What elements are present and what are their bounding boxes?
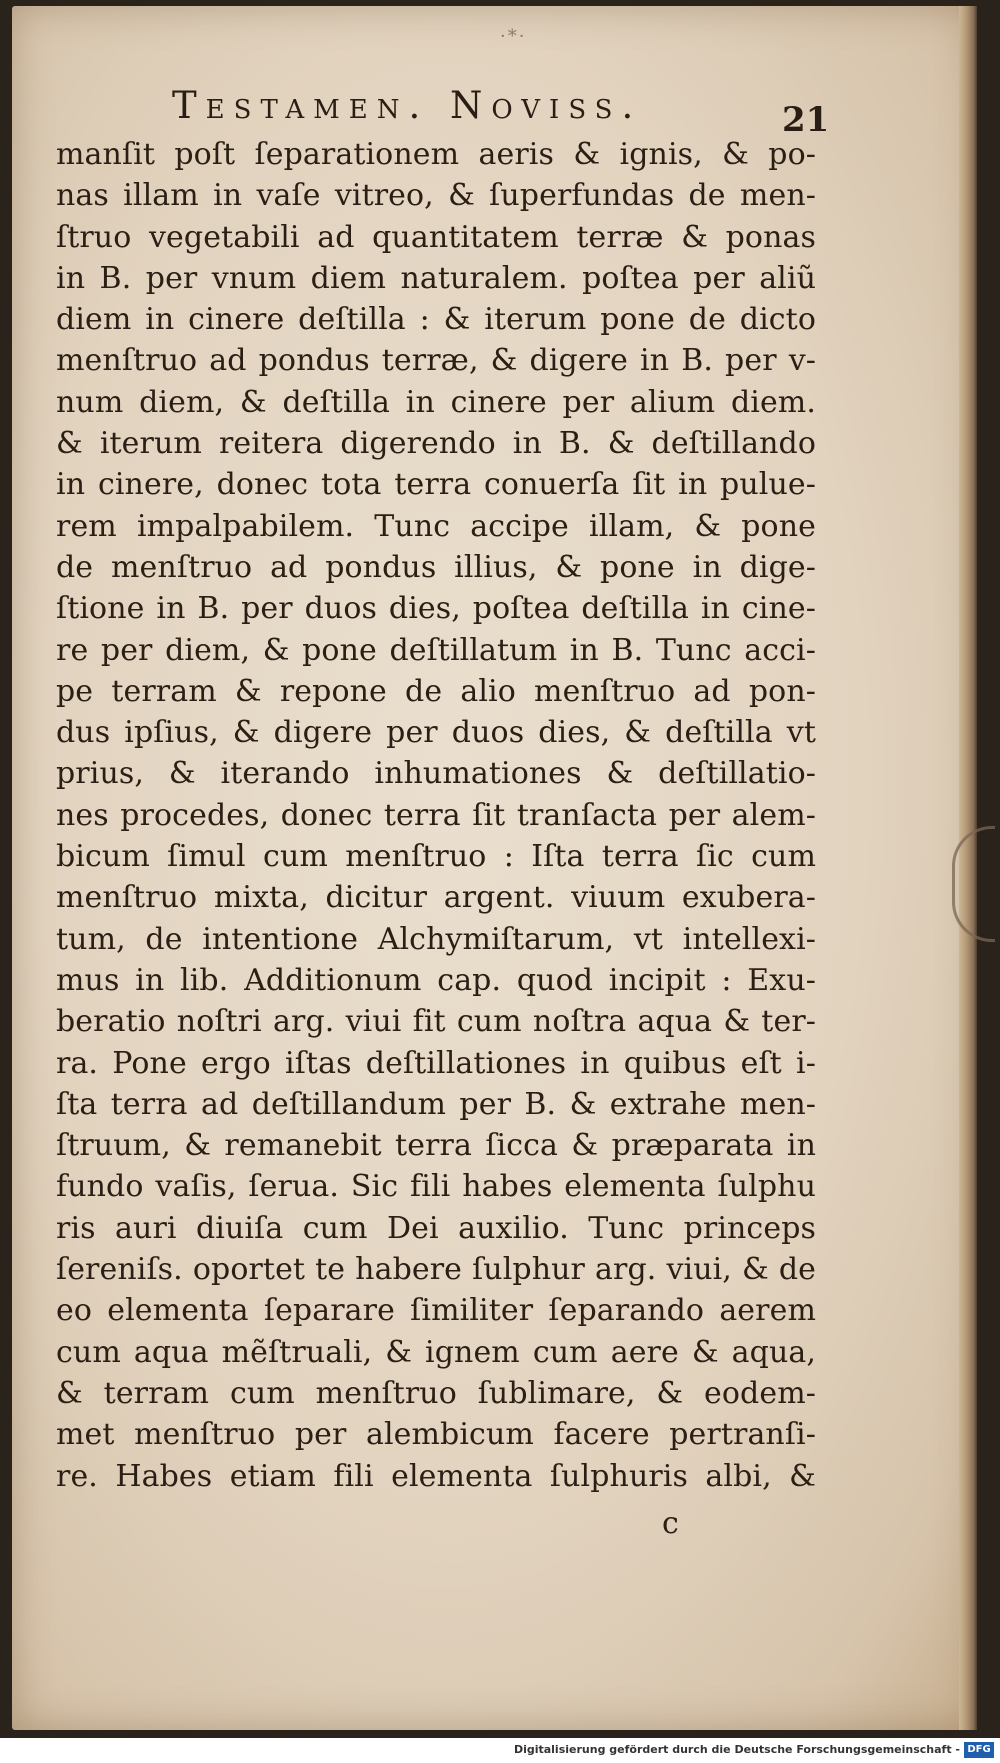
- text-line: pe terram & repone de alio menſtruo ad pon-: [56, 673, 816, 709]
- text-line: eo elementa ſeparare ſimiliter ſeparando aerem: [56, 1293, 816, 1329]
- text-block: [56, 134, 816, 1497]
- text-line: nes procedes, donec terra ſit tranſacta per alem-: [56, 797, 816, 833]
- text-line: re per diem, & pone deſtillatum in B. Tunc acci-: [56, 632, 816, 668]
- book-page: [12, 6, 977, 1730]
- text-line: menſtruo ad pondus terræ, & digere in B. per v-: [56, 343, 816, 379]
- text-line: tum, de intentione Alchymiſtarum, vt intellexi-: [56, 921, 816, 957]
- page-number: 21: [782, 100, 830, 140]
- text-line: met menſtruo per alembicum facere pertranſi-: [56, 1417, 816, 1453]
- text-line: prius, & iterando inhumationes & deſtillatio-: [56, 756, 816, 792]
- text-line: ſereniſs. oportet te habere ſulphur arg. viui, & de: [56, 1252, 816, 1288]
- text-line: ſtruo vegetabili ad quantitatem terræ & ponas: [56, 219, 816, 255]
- clasp-shadow: [952, 826, 995, 942]
- text-line: ſta terra ad deſtillandum per B. & extrahe men-: [56, 1086, 816, 1122]
- text-line: ra. Pone ergo iſtas deſtillationes in quibus eſt i-: [56, 1045, 816, 1081]
- running-head: Testamen. Noviss.: [172, 84, 643, 127]
- text-line: cum aqua mẽſtruali, & ignem cum aere & aqua,: [56, 1334, 816, 1370]
- text-line: fundo vaſis, ſerua. Sic fili habes elementa ſulphu: [56, 1169, 816, 1205]
- text-line: diem in cinere deſtilla : & iterum pone de dicto: [56, 302, 816, 338]
- text-line: ſtione in B. per duos dies, poſtea deſtilla in cine-: [56, 591, 816, 627]
- text-line: mus in lib. Additionum cap. quod incipit : Exu-: [56, 962, 816, 998]
- dfg-logo: DFG: [964, 1742, 994, 1758]
- text-line: in B. per vnum diem naturalem. poſtea per aliũ: [56, 260, 816, 296]
- text-line: num diem, & deſtilla in cinere per alium diem.: [56, 384, 816, 420]
- text-line: ris auri diuiſa cum Dei auxilio. Tunc princeps: [56, 1210, 816, 1246]
- text-line: re. Habes etiam fili elementa ſulphuris albi, &: [56, 1458, 816, 1494]
- text-line: in cinere, donec tota terra conuerſa ſit in pulue-: [56, 467, 816, 503]
- text-line: & terram cum menſtruo ſublimare, & eodem-: [56, 1375, 816, 1411]
- text-line: nas illam in vaſe vitreo, & ſuperfundas de men-: [56, 178, 816, 214]
- text-line: & iterum reitera digerendo in B. & deſtillando: [56, 426, 816, 462]
- text-line: bicum ſimul cum menſtruo : Iſta terra ſic cum: [56, 839, 816, 875]
- footer-bar: [0, 1738, 1000, 1763]
- text-line: ſtruum, & remanebit terra ſicca & præparata in: [56, 1128, 816, 1164]
- text-line: manſit poſt ſeparationem aeris & ignis, & po-: [56, 137, 816, 172]
- text-line: de menſtruo ad pondus illius, & pone in dige-: [56, 549, 816, 585]
- catchword: c: [662, 1506, 679, 1541]
- funding-notice: Digitalisierung gefördert durch die Deutsche Forschungsgemeinschaft -: [513, 1743, 960, 1756]
- text-line: menſtruo mixta, dicitur argent. viuum exubera-: [56, 880, 816, 916]
- text-line: beratio noſtri arg. viui fit cum noſtra aqua & ter-: [56, 1004, 816, 1040]
- text-line: rem impalpabilem. Tunc accipe illam, & pone: [56, 508, 816, 544]
- text-line: dus ipſius, & digere per duos dies, & deſtilla vt: [56, 715, 816, 751]
- top-ornament: ·*·: [500, 26, 527, 47]
